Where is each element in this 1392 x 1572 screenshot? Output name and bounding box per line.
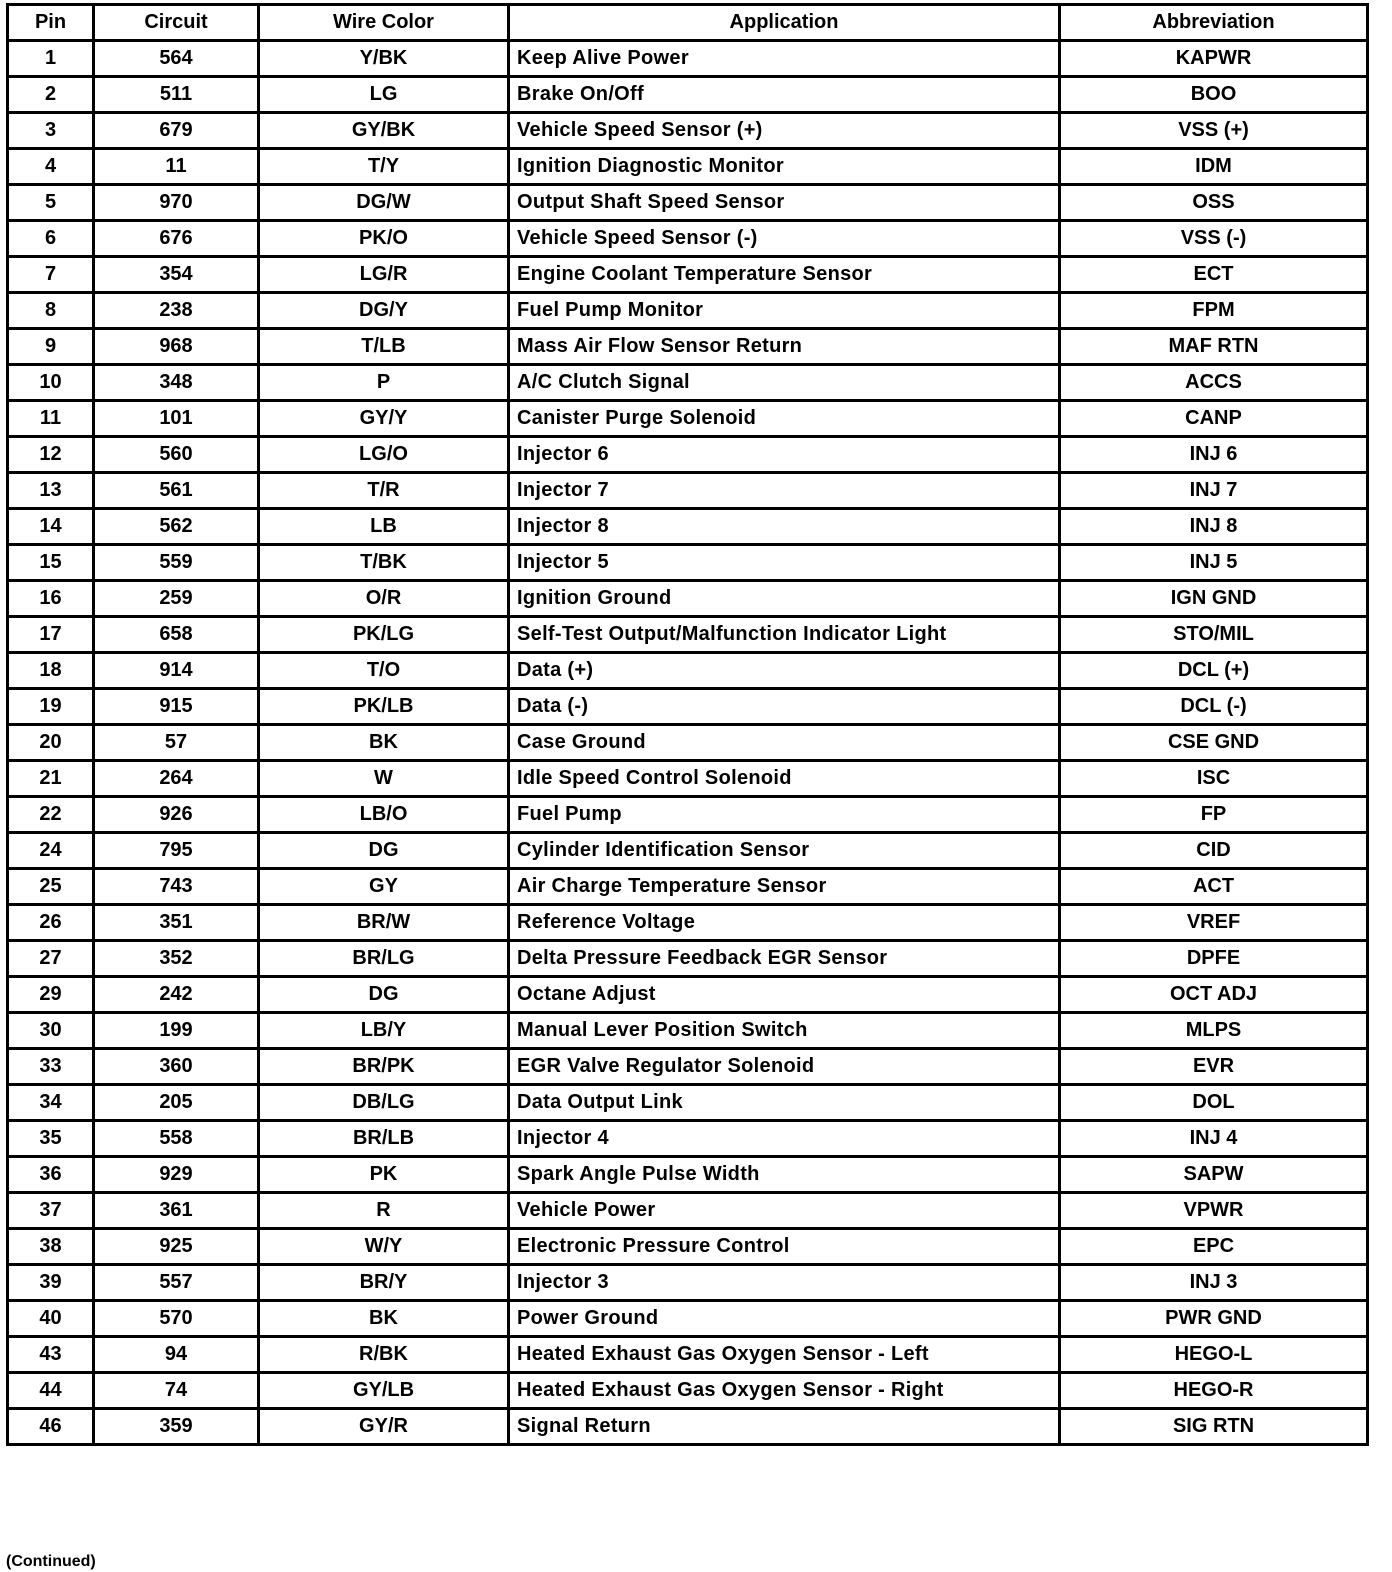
application-cell: Ignition Diagnostic Monitor xyxy=(509,149,1060,185)
circuit-cell: 94 xyxy=(94,1337,259,1373)
circuit-cell: 558 xyxy=(94,1121,259,1157)
wire-color-cell: P xyxy=(259,365,509,401)
table-row xyxy=(8,113,1368,149)
application-cell: Self-Test Output/Malfunction Indicator Light xyxy=(509,617,1060,653)
circuit-cell: 743 xyxy=(94,869,259,905)
table-row xyxy=(8,257,1368,293)
circuit-cell: 101 xyxy=(94,401,259,437)
pin-cell: 17 xyxy=(8,617,94,653)
application-cell: Canister Purge Solenoid xyxy=(509,401,1060,437)
table-row xyxy=(8,941,1368,977)
table-row xyxy=(8,185,1368,221)
wire-color-cell: LG/O xyxy=(259,437,509,473)
table-row xyxy=(8,1337,1368,1373)
abbreviation-cell: ISC xyxy=(1060,761,1368,797)
circuit-cell: 57 xyxy=(94,725,259,761)
wire-color-cell: BR/PK xyxy=(259,1049,509,1085)
table-row xyxy=(8,221,1368,257)
pin-cell: 12 xyxy=(8,437,94,473)
circuit-cell: 264 xyxy=(94,761,259,797)
table-row xyxy=(8,905,1368,941)
pin-cell: 34 xyxy=(8,1085,94,1121)
application-cell: Case Ground xyxy=(509,725,1060,761)
pin-cell: 36 xyxy=(8,1157,94,1193)
pin-cell: 27 xyxy=(8,941,94,977)
circuit-cell: 557 xyxy=(94,1265,259,1301)
circuit-cell: 511 xyxy=(94,77,259,113)
table-row xyxy=(8,869,1368,905)
pin-cell: 8 xyxy=(8,293,94,329)
pin-cell: 18 xyxy=(8,653,94,689)
pin-cell: 11 xyxy=(8,401,94,437)
abbreviation-cell: INJ 8 xyxy=(1060,509,1368,545)
table-row xyxy=(8,365,1368,401)
wire-color-cell: R/BK xyxy=(259,1337,509,1373)
wire-color-cell: T/O xyxy=(259,653,509,689)
application-cell: EGR Valve Regulator Solenoid xyxy=(509,1049,1060,1085)
application-cell: Data (+) xyxy=(509,653,1060,689)
circuit-cell: 914 xyxy=(94,653,259,689)
table-row xyxy=(8,329,1368,365)
circuit-cell: 560 xyxy=(94,437,259,473)
circuit-cell: 205 xyxy=(94,1085,259,1121)
circuit-cell: 359 xyxy=(94,1409,259,1445)
wire-color-cell: GY xyxy=(259,869,509,905)
wire-color-cell: LG xyxy=(259,77,509,113)
circuit-cell: 361 xyxy=(94,1193,259,1229)
abbreviation-cell: CSE GND xyxy=(1060,725,1368,761)
circuit-cell: 915 xyxy=(94,689,259,725)
wire-color-cell: BR/Y xyxy=(259,1265,509,1301)
abbreviation-cell: OCT ADJ xyxy=(1060,977,1368,1013)
abbreviation-cell: ECT xyxy=(1060,257,1368,293)
application-cell: Data (-) xyxy=(509,689,1060,725)
table-row xyxy=(8,1013,1368,1049)
abbreviation-cell: IGN GND xyxy=(1060,581,1368,617)
pin-cell: 14 xyxy=(8,509,94,545)
application-cell: Mass Air Flow Sensor Return xyxy=(509,329,1060,365)
circuit-cell: 259 xyxy=(94,581,259,617)
wire-color-cell: W xyxy=(259,761,509,797)
table-row xyxy=(8,797,1368,833)
wire-color-cell: DG/W xyxy=(259,185,509,221)
table-row xyxy=(8,1121,1368,1157)
circuit-cell: 242 xyxy=(94,977,259,1013)
abbreviation-cell: MAF RTN xyxy=(1060,329,1368,365)
abbreviation-cell: STO/MIL xyxy=(1060,617,1368,653)
application-cell: Heated Exhaust Gas Oxygen Sensor - Right xyxy=(509,1373,1060,1409)
pin-cell: 16 xyxy=(8,581,94,617)
circuit-cell: 352 xyxy=(94,941,259,977)
pin-cell: 22 xyxy=(8,797,94,833)
table-row xyxy=(8,149,1368,185)
table-row xyxy=(8,77,1368,113)
application-cell: Injector 5 xyxy=(509,545,1060,581)
circuit-cell: 559 xyxy=(94,545,259,581)
abbreviation-cell: INJ 5 xyxy=(1060,545,1368,581)
circuit-cell: 676 xyxy=(94,221,259,257)
wire-color-cell: T/Y xyxy=(259,149,509,185)
header-circuit: Circuit xyxy=(94,5,259,41)
wire-color-cell: R xyxy=(259,1193,509,1229)
application-cell: Spark Angle Pulse Width xyxy=(509,1157,1060,1193)
wire-color-cell: BR/LB xyxy=(259,1121,509,1157)
wire-color-cell: GY/R xyxy=(259,1409,509,1445)
wire-color-cell: DG xyxy=(259,977,509,1013)
table-row xyxy=(8,473,1368,509)
application-cell: Vehicle Power xyxy=(509,1193,1060,1229)
wire-color-cell: GY/BK xyxy=(259,113,509,149)
circuit-cell: 968 xyxy=(94,329,259,365)
table-row xyxy=(8,1409,1368,1445)
application-cell: Keep Alive Power xyxy=(509,41,1060,77)
pin-cell: 43 xyxy=(8,1337,94,1373)
abbreviation-cell: OSS xyxy=(1060,185,1368,221)
circuit-cell: 199 xyxy=(94,1013,259,1049)
application-cell: Idle Speed Control Solenoid xyxy=(509,761,1060,797)
wire-color-cell: DB/LG xyxy=(259,1085,509,1121)
table-row xyxy=(8,1085,1368,1121)
table-row xyxy=(8,509,1368,545)
abbreviation-cell: DCL (-) xyxy=(1060,689,1368,725)
application-cell: Output Shaft Speed Sensor xyxy=(509,185,1060,221)
abbreviation-cell: INJ 7 xyxy=(1060,473,1368,509)
application-cell: Octane Adjust xyxy=(509,977,1060,1013)
wire-color-cell: BR/LG xyxy=(259,941,509,977)
abbreviation-cell: ACCS xyxy=(1060,365,1368,401)
abbreviation-cell: INJ 4 xyxy=(1060,1121,1368,1157)
circuit-cell: 11 xyxy=(94,149,259,185)
pin-cell: 1 xyxy=(8,41,94,77)
pin-cell: 26 xyxy=(8,905,94,941)
pin-cell: 29 xyxy=(8,977,94,1013)
wire-color-cell: DG xyxy=(259,833,509,869)
circuit-cell: 929 xyxy=(94,1157,259,1193)
circuit-cell: 970 xyxy=(94,185,259,221)
application-cell: Manual Lever Position Switch xyxy=(509,1013,1060,1049)
pin-cell: 10 xyxy=(8,365,94,401)
header-abbreviation: Abbreviation xyxy=(1060,5,1368,41)
table-row xyxy=(8,1157,1368,1193)
abbreviation-cell: INJ 6 xyxy=(1060,437,1368,473)
abbreviation-cell: VPWR xyxy=(1060,1193,1368,1229)
circuit-cell: 658 xyxy=(94,617,259,653)
pin-cell: 15 xyxy=(8,545,94,581)
pin-cell: 21 xyxy=(8,761,94,797)
wire-color-cell: LB/O xyxy=(259,797,509,833)
application-cell: Power Ground xyxy=(509,1301,1060,1337)
pin-cell: 46 xyxy=(8,1409,94,1445)
abbreviation-cell: VSS (+) xyxy=(1060,113,1368,149)
wire-color-cell: Y/BK xyxy=(259,41,509,77)
wire-color-cell: LB/Y xyxy=(259,1013,509,1049)
abbreviation-cell: EVR xyxy=(1060,1049,1368,1085)
application-cell: Reference Voltage xyxy=(509,905,1060,941)
wire-color-cell: PK/O xyxy=(259,221,509,257)
wire-color-cell: PK/LB xyxy=(259,689,509,725)
pin-cell: 9 xyxy=(8,329,94,365)
application-cell: Ignition Ground xyxy=(509,581,1060,617)
application-cell: Fuel Pump Monitor xyxy=(509,293,1060,329)
application-cell: Vehicle Speed Sensor (-) xyxy=(509,221,1060,257)
application-cell: Data Output Link xyxy=(509,1085,1060,1121)
table-row xyxy=(8,545,1368,581)
wire-color-cell: DG/Y xyxy=(259,293,509,329)
pin-table xyxy=(6,3,1369,1446)
application-cell: A/C Clutch Signal xyxy=(509,365,1060,401)
circuit-cell: 238 xyxy=(94,293,259,329)
table-row xyxy=(8,437,1368,473)
table-row xyxy=(8,977,1368,1013)
application-cell: Fuel Pump xyxy=(509,797,1060,833)
table-row xyxy=(8,41,1368,77)
pin-cell: 33 xyxy=(8,1049,94,1085)
table-row xyxy=(8,1265,1368,1301)
application-cell: Engine Coolant Temperature Sensor xyxy=(509,257,1060,293)
abbreviation-cell: FP xyxy=(1060,797,1368,833)
application-cell: Cylinder Identification Sensor xyxy=(509,833,1060,869)
abbreviation-cell: HEGO-R xyxy=(1060,1373,1368,1409)
abbreviation-cell: VREF xyxy=(1060,905,1368,941)
abbreviation-cell: VSS (-) xyxy=(1060,221,1368,257)
abbreviation-cell: SAPW xyxy=(1060,1157,1368,1193)
header-wire-color: Wire Color xyxy=(259,5,509,41)
circuit-cell: 570 xyxy=(94,1301,259,1337)
table-header xyxy=(8,5,1368,41)
abbreviation-cell: DOL xyxy=(1060,1085,1368,1121)
abbreviation-cell: DPFE xyxy=(1060,941,1368,977)
wire-color-cell: BK xyxy=(259,725,509,761)
abbreviation-cell: MLPS xyxy=(1060,1013,1368,1049)
table-row xyxy=(8,293,1368,329)
table-row xyxy=(8,401,1368,437)
abbreviation-cell: IDM xyxy=(1060,149,1368,185)
abbreviation-cell: ACT xyxy=(1060,869,1368,905)
table-row xyxy=(8,617,1368,653)
abbreviation-cell: SIG RTN xyxy=(1060,1409,1368,1445)
circuit-cell: 348 xyxy=(94,365,259,401)
table-row xyxy=(8,1049,1368,1085)
pin-cell: 6 xyxy=(8,221,94,257)
abbreviation-cell: EPC xyxy=(1060,1229,1368,1265)
circuit-cell: 562 xyxy=(94,509,259,545)
abbreviation-cell: CID xyxy=(1060,833,1368,869)
circuit-cell: 360 xyxy=(94,1049,259,1085)
header-row xyxy=(8,5,1368,41)
wire-color-cell: W/Y xyxy=(259,1229,509,1265)
wire-color-cell: BR/W xyxy=(259,905,509,941)
header-pin: Pin xyxy=(8,5,94,41)
application-cell: Injector 4 xyxy=(509,1121,1060,1157)
abbreviation-cell: FPM xyxy=(1060,293,1368,329)
pin-cell: 40 xyxy=(8,1301,94,1337)
table-row xyxy=(8,1193,1368,1229)
abbreviation-cell: DCL (+) xyxy=(1060,653,1368,689)
header-application: Application xyxy=(509,5,1060,41)
application-cell: Injector 8 xyxy=(509,509,1060,545)
application-cell: Injector 3 xyxy=(509,1265,1060,1301)
abbreviation-cell: CANP xyxy=(1060,401,1368,437)
pin-cell: 20 xyxy=(8,725,94,761)
pin-cell: 4 xyxy=(8,149,94,185)
wire-color-cell: BK xyxy=(259,1301,509,1337)
application-cell: Delta Pressure Feedback EGR Sensor xyxy=(509,941,1060,977)
circuit-cell: 354 xyxy=(94,257,259,293)
application-cell: Injector 6 xyxy=(509,437,1060,473)
wire-color-cell: LG/R xyxy=(259,257,509,293)
table-row xyxy=(8,1229,1368,1265)
wire-color-cell: O/R xyxy=(259,581,509,617)
pin-cell: 30 xyxy=(8,1013,94,1049)
table-row xyxy=(8,689,1368,725)
wire-color-cell: GY/Y xyxy=(259,401,509,437)
application-cell: Brake On/Off xyxy=(509,77,1060,113)
continued-note: (Continued) xyxy=(6,1553,96,1570)
circuit-cell: 926 xyxy=(94,797,259,833)
pin-cell: 44 xyxy=(8,1373,94,1409)
pin-cell: 13 xyxy=(8,473,94,509)
wire-color-cell: PK xyxy=(259,1157,509,1193)
pin-cell: 3 xyxy=(8,113,94,149)
pin-cell: 39 xyxy=(8,1265,94,1301)
abbreviation-cell: INJ 3 xyxy=(1060,1265,1368,1301)
wire-color-cell: GY/LB xyxy=(259,1373,509,1409)
abbreviation-cell: BOO xyxy=(1060,77,1368,113)
wire-color-cell: T/R xyxy=(259,473,509,509)
application-cell: Heated Exhaust Gas Oxygen Sensor - Left xyxy=(509,1337,1060,1373)
pin-cell: 7 xyxy=(8,257,94,293)
pin-cell: 5 xyxy=(8,185,94,221)
application-cell: Vehicle Speed Sensor (+) xyxy=(509,113,1060,149)
application-cell: Signal Return xyxy=(509,1409,1060,1445)
wire-color-cell: T/BK xyxy=(259,545,509,581)
wire-color-cell: T/LB xyxy=(259,329,509,365)
pin-cell: 2 xyxy=(8,77,94,113)
table-row xyxy=(8,725,1368,761)
table-row xyxy=(8,833,1368,869)
application-cell: Air Charge Temperature Sensor xyxy=(509,869,1060,905)
abbreviation-cell: KAPWR xyxy=(1060,41,1368,77)
circuit-cell: 561 xyxy=(94,473,259,509)
pin-cell: 19 xyxy=(8,689,94,725)
pin-cell: 37 xyxy=(8,1193,94,1229)
circuit-cell: 351 xyxy=(94,905,259,941)
table-row xyxy=(8,653,1368,689)
table-body xyxy=(8,41,1368,1445)
wire-color-cell: PK/LG xyxy=(259,617,509,653)
application-cell: Injector 7 xyxy=(509,473,1060,509)
abbreviation-cell: HEGO-L xyxy=(1060,1337,1368,1373)
circuit-cell: 679 xyxy=(94,113,259,149)
pin-cell: 38 xyxy=(8,1229,94,1265)
pin-cell: 25 xyxy=(8,869,94,905)
circuit-cell: 795 xyxy=(94,833,259,869)
circuit-cell: 925 xyxy=(94,1229,259,1265)
circuit-cell: 74 xyxy=(94,1373,259,1409)
pin-cell: 35 xyxy=(8,1121,94,1157)
wire-color-cell: LB xyxy=(259,509,509,545)
table-row xyxy=(8,761,1368,797)
circuit-cell: 564 xyxy=(94,41,259,77)
table-row xyxy=(8,1301,1368,1337)
pin-cell: 24 xyxy=(8,833,94,869)
table-row xyxy=(8,581,1368,617)
abbreviation-cell: PWR GND xyxy=(1060,1301,1368,1337)
table-row xyxy=(8,1373,1368,1409)
application-cell: Electronic Pressure Control xyxy=(509,1229,1060,1265)
